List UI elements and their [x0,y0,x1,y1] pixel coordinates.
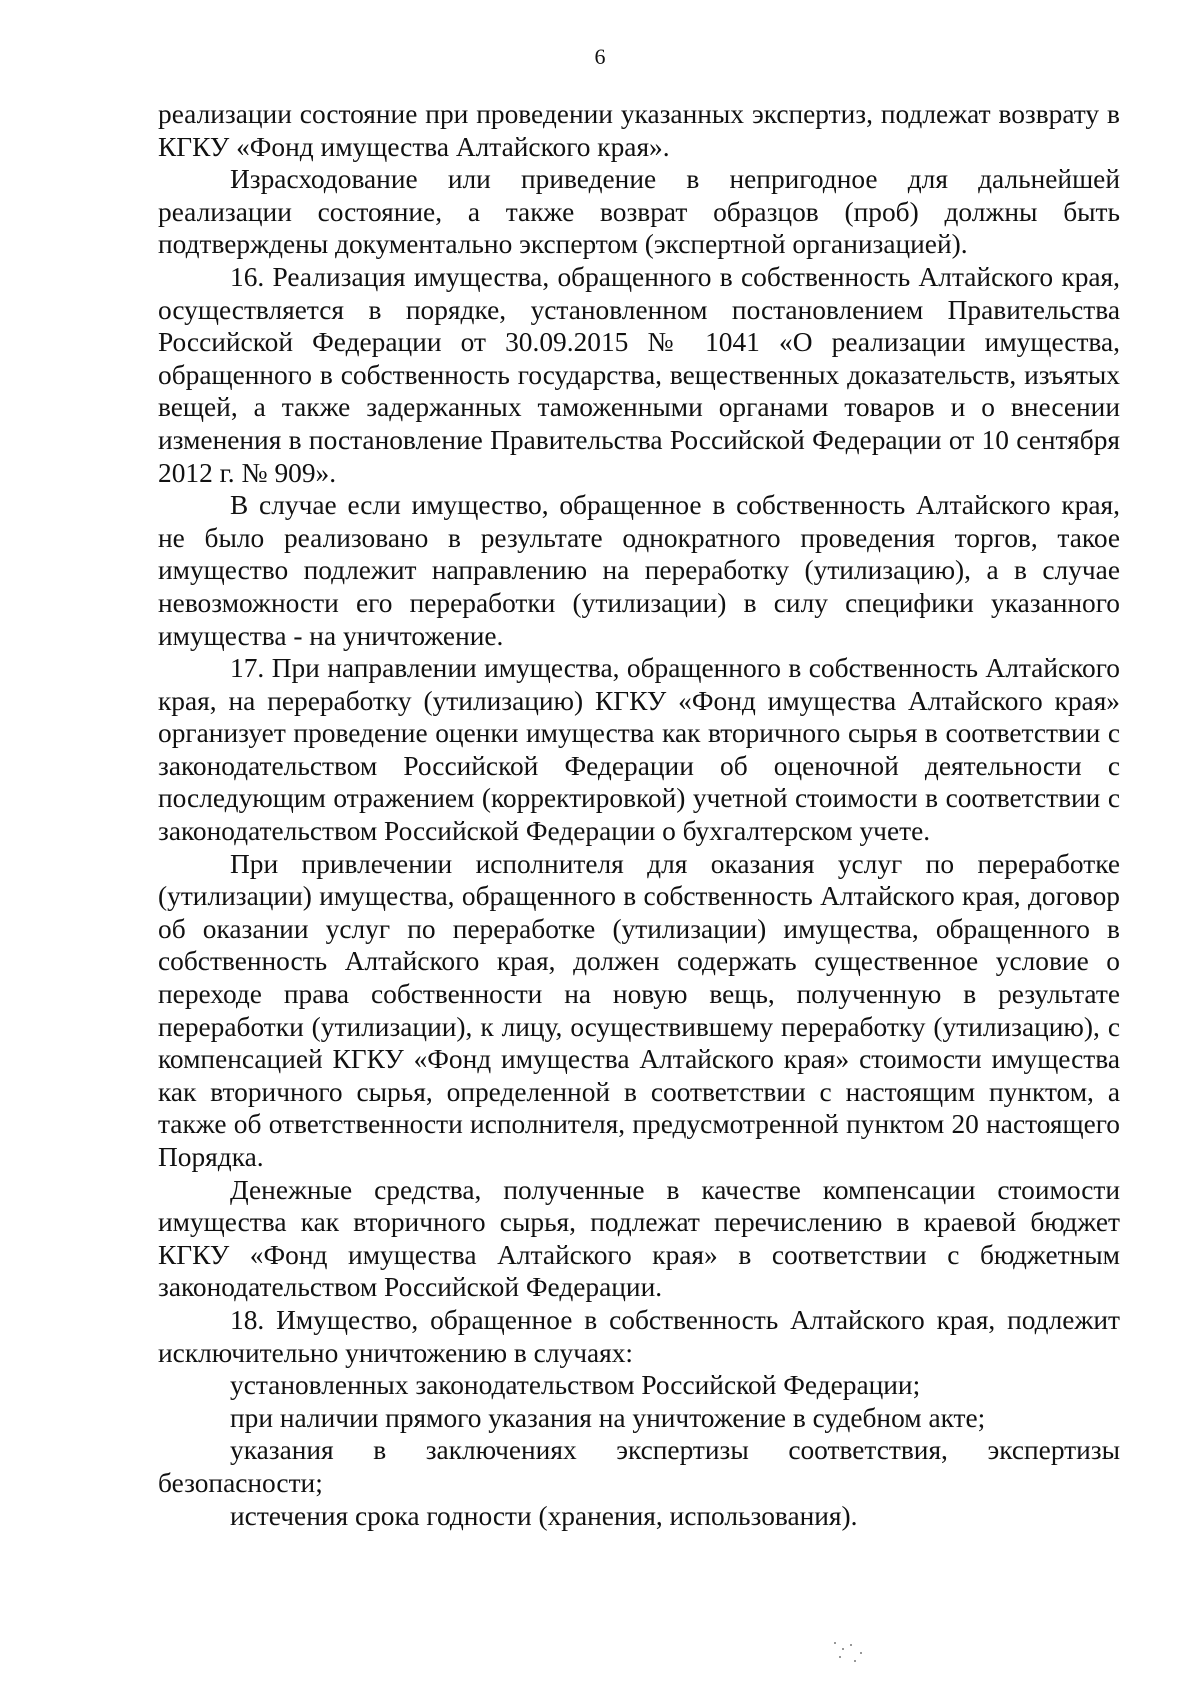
paragraph-unsold-property: В случае если имущество, обращенное в собственность Алтайского края, не было реализовано в результате однократного проведения торгов, такое имущество подлежит направлению на переработку (утилизацию), а в случае невозможности его переработки (утилизации) в силу специфики указанного имущества - на уничтожение. [158,490,1120,651]
paragraph-contractor-agreement: При привлечении исполнителя для оказания услуг по переработке (утилизации) имущества, обращенного в собственность Алтайского края, договор об оказании услуг по переработке (утилизации) имущества, обращенного в собственность Алтайского края, должен содержать существенное условие о переходе права собственности на новую вещь, полученную в результате переработки (утилизации), к лицу, осуществившему переработку (утилизацию), с компенсацией КГКУ «Фонд имущества Алтайского края» стоимости имущества как вторичного сырья, определенной в соответствии с настоящим пунктом, а также об ответственности исполнителя, предусмотренной пунктом 20 настоящего Порядка. [158,848,1120,1172]
list-item-expiry: истечения срока годности (хранения, использования). [230,1500,858,1531]
paragraph-item-17: 17. При направлении имущества, обращенного в собственность Алтайского края, на переработку (утилизацию) КГКУ «Фонд имущества Алтайского края» организует проведение оценки имущества как вторичного сырья в соответствии с законодательством Российской Федерации об оценочной деятельности с последующим отражением (корректировкой) учетной стоимости в соответствии с законодательством Российской Федерации о бухгалтерском учете. [158,653,1120,847]
document-body [158,98,1120,1532]
paragraph-item-16: 16. Реализация имущества, обращенного в собственность Алтайского края, осуществляется в порядке, установленном постановлением Правительства Российской Федерации от 30.09.2015 № 1041 «О реализации имущества, обращенного в собственность государства, вещественных доказательств, изъятых вещей, а также задержанных таможенными органами товаров и о внесении изменения в постановление Правительства Российской Федерации от 10 сентября 2012 г. № 909». [158,261,1120,488]
paragraph-compensation-funds: Денежные средства, полученные в качестве компенсации стоимости имущества как вторичного сырья, подлежат перечислению в краевой бюджет КГКУ «Фонд имущества Алтайского края» в соответствии с бюджетным законодательством Российской Федерации. [158,1174,1120,1303]
scan-noise [830,1640,870,1670]
paragraph-continuation: реализации состояние при проведении указанных экспертиз, подлежат возврату в КГКУ «Фонд имущества Алтайского края». [158,99,1120,162]
list-item-expertise: указания в заключениях экспертизы соответствия, экспертизы безопасности; [158,1435,1120,1498]
paragraph-consumption-confirmation: Израсходование или приведение в непригодное для дальнейшей реализации состояние, а также возврат образцов (проб) должны быть подтверждены документально экспертом (экспертной организацией). [158,164,1120,260]
paragraph-item-18: 18. Имущество, обращенное в собственность Алтайского края, подлежит исключительно уничтожению в случаях: [158,1304,1120,1368]
list-item-legislation: установленных законодательством Российской Федерации; [230,1370,921,1401]
page-number: 6 [594,44,606,69]
list-item-court-act: при наличии прямого указания на уничтожение в судебном акте; [230,1402,986,1433]
